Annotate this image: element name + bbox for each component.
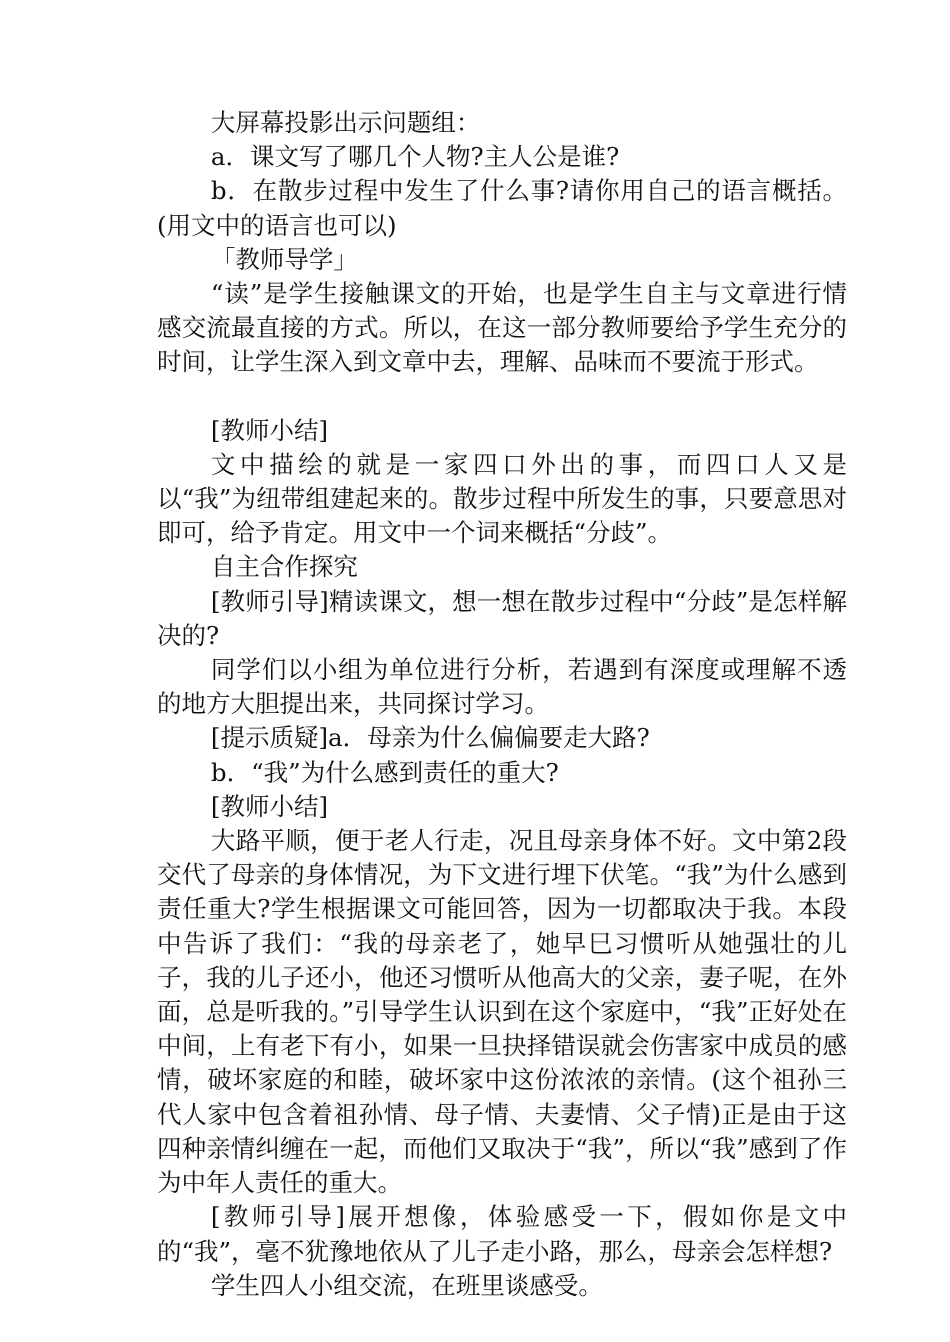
heading-teacher-guide: 「教师导学」: [210, 244, 358, 274]
heading-teacher-summary-2: [教师小结]: [210, 791, 329, 821]
paragraph-question-group: 大屏幕投影出示问题组：: [210, 108, 481, 137]
heading-teacher-summary-1: [教师小结]: [210, 415, 329, 445]
paragraph-summary-2: 大路平顺，便于老人行走，况且母亲身体不好。文中第2段交代了母亲的身体情况，为下文进行埋下伏笔。“我”为什么感到责任重大?学生根据课文可能回答，因为一切都取决于我。本段中告诉了我们：“我的母亲老了，她早巳习惯听从她强壮的儿子，我的儿子还小，他还习惯听从他高大的父亲，妻子呢，在外面，总是听我的。”引导学生认识到在这个家庭中，“我”正好处在中间，上有老下有小，如果一旦抉择错误就会伤害家中成员的感情，破坏家庭的和睦，破坏家中这份浓浓的亲情。(这个祖孙三代人家中包含着祖孙情、母子情、夫妻情、父子情)正是由于这四种亲情纠缠在一起，而他们又取决于“我”，所以“我”感到了作为中年人责任的重大。: [157, 826, 847, 1198]
paragraph-prompt-question-b: b．“我”为什么感到责任的重大?: [210, 757, 559, 787]
paragraph-prompt-question-a: [提示质疑]a．母亲为什么偏偏要走大路?: [210, 723, 650, 753]
paragraph-group-analysis: 同学们以小组为单位进行分析，若遇到有深度或理解不透的地方大胆提出来，共同探讨学习。: [157, 655, 847, 719]
paragraph-group-discussion: 学生四人小组交流，在班里谈感受。: [210, 1270, 603, 1300]
paragraph-teacher-guide-1: [教师引导]精读课文，想一想在散步过程中“分歧”是怎样解决的?: [157, 586, 847, 650]
document-body: [157, 106, 847, 1303]
paragraph-summary-1: 文中描绘的就是一家四口外出的事，而四口人又是以“我”为纽带组建起来的。散步过程中所发生的事，只要意思对即可，给予肯定。用文中一个词来概括“分歧”。: [157, 449, 847, 548]
blank-line: [157, 380, 847, 414]
paragraph-question-b: b．在散步过程中发生了什么事?请你用自己的语言概括。(用文中的语言也可以): [157, 176, 847, 240]
paragraph-teacher-guide-2: [教师引导]展开想像，体验感受一下，假如你是文中的“我”，毫不犹豫地依从了儿子走小路，那么，母亲会怎样想?: [157, 1202, 847, 1266]
paragraph-reading-guide: “读”是学生接触课文的开始，也是学生自主与文章进行情感交流最直接的方式。所以，在这一部分教师要给予学生充分的时间，让学生深入到文章中去，理解、品味而不要流于形式。: [157, 279, 847, 377]
paragraph-question-a: a．课文写了哪几个人物?主人公是谁?: [210, 142, 620, 172]
heading-cooperative-inquiry: 自主合作探究: [210, 552, 358, 582]
